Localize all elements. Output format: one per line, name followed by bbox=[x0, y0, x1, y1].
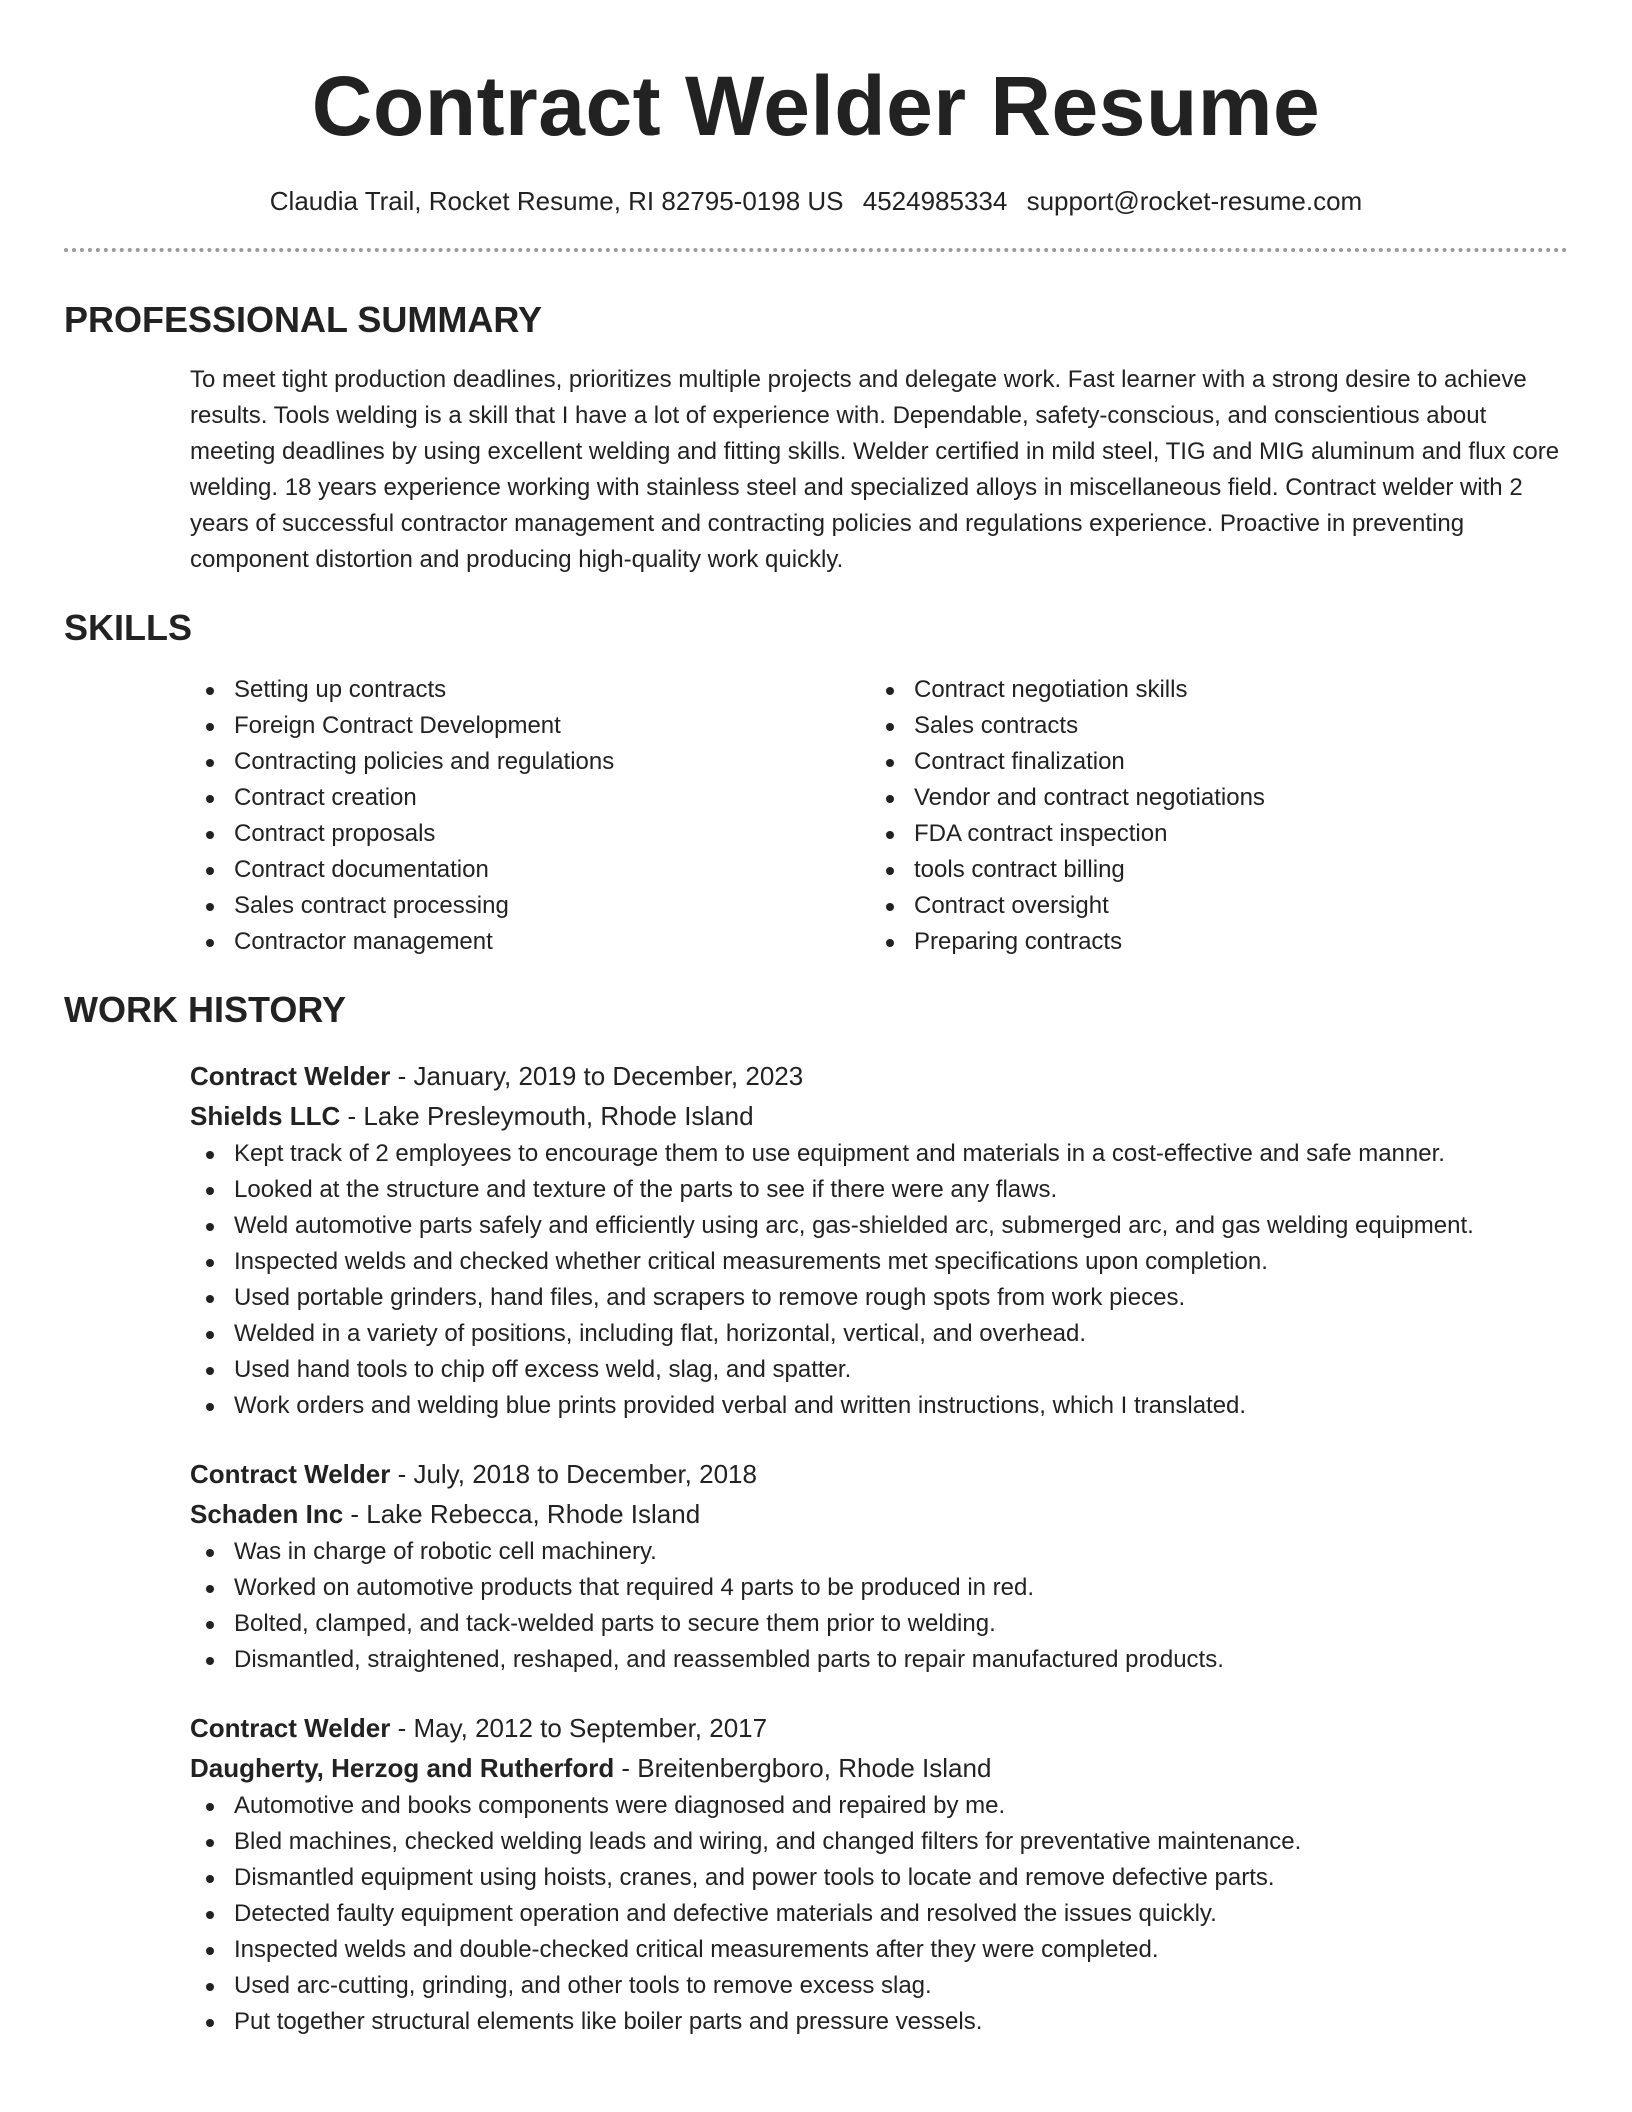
job-title: Contract Welder bbox=[190, 1459, 391, 1489]
job-title: Contract Welder bbox=[190, 1061, 391, 1091]
resume-title: Contract Welder Resume bbox=[311, 59, 1321, 153]
job-bullet: Welded in a variety of positions, including flat, horizontal, vertical, and overhead. bbox=[190, 1316, 1568, 1352]
job-bullet: Used arc-cutting, grinding, and other tools to remove excess slag. bbox=[190, 1968, 1568, 2004]
job-bullet: Detected faulty equipment operation and defective materials and resolved the issues quickly. bbox=[190, 1896, 1568, 1932]
job-bullet: Automotive and books components were diagnosed and repaired by me. bbox=[190, 1788, 1568, 1824]
summary-text: To meet tight production deadlines, prioritizes multiple projects and delegate work. Fast learner with a strong desire to achieve results. Tools welding is a skill that I have a lot of experience with. Dependable, safety-conscious, and conscientious about meeting deadlines by using excellent welding and fitting skills. Welder certified in mild steel, TIG and MIG aluminum and flux core welding. 18 years experience working with stainless steel and specialized alloys in miscellaneous field. Contract welder with 2 years of successful contractor management and contracting policies and regulations experience. Proactive in preventing component distortion and producing high-quality work quickly. bbox=[190, 366, 1560, 573]
contact-phone: 4524985334 bbox=[862, 186, 1008, 216]
job-bullet: Used portable grinders, hand files, and scrapers to remove rough spots from work pieces. bbox=[190, 1280, 1568, 1316]
job-bullet: Looked at the structure and texture of the parts to see if there were any flaws. bbox=[190, 1172, 1568, 1208]
job-bullet: Dismantled, straightened, reshaped, and reassembled parts to repair manufactured products. bbox=[190, 1642, 1568, 1678]
skill-item: Contracting policies and regulations bbox=[190, 744, 870, 780]
skill-item: Contract documentation bbox=[190, 852, 870, 888]
skill-item: Vendor and contract negotiations bbox=[870, 780, 1550, 816]
job-bullet: Inspected welds and checked whether critical measurements met specifications upon completion. bbox=[190, 1244, 1568, 1280]
job-bullets bbox=[190, 1136, 1568, 1424]
contact-email: support@rocket-resume.com bbox=[1026, 186, 1363, 216]
header-divider bbox=[64, 248, 1568, 252]
job-title: Contract Welder bbox=[190, 1713, 391, 1743]
contact-line bbox=[64, 184, 1568, 218]
job-bullet: Dismantled equipment using hoists, cranes, and power tools to locate and remove defective parts. bbox=[190, 1860, 1568, 1896]
skill-item: Preparing contracts bbox=[870, 924, 1550, 960]
skill-item: Foreign Contract Development bbox=[190, 708, 870, 744]
job-entry bbox=[190, 1056, 1568, 1424]
job-dates: - July, 2018 to December, 2018 bbox=[390, 1459, 757, 1489]
job-location: - Lake Presleymouth, Rhode Island bbox=[340, 1101, 754, 1131]
work-history-heading: WORK HISTORY bbox=[64, 989, 347, 1030]
job-location: - Lake Rebecca, Rhode Island bbox=[343, 1499, 701, 1529]
job-entry bbox=[190, 1454, 1568, 1678]
job-company-line bbox=[190, 1096, 1568, 1136]
skill-item: FDA contract inspection bbox=[870, 816, 1550, 852]
job-bullet: Was in charge of robotic cell machinery. bbox=[190, 1534, 1568, 1570]
job-title-line bbox=[190, 1708, 1568, 1748]
skills-grid bbox=[190, 672, 1568, 960]
skill-item: Contract negotiation skills bbox=[870, 672, 1550, 708]
job-bullet: Used hand tools to chip off excess weld, slag, and spatter. bbox=[190, 1352, 1568, 1388]
job-company: Daugherty, Herzog and Rutherford bbox=[190, 1753, 615, 1783]
job-dates: - January, 2019 to December, 2023 bbox=[390, 1061, 804, 1091]
skill-item: Contract oversight bbox=[870, 888, 1550, 924]
job-company-line bbox=[190, 1748, 1568, 1788]
job-title-line bbox=[190, 1056, 1568, 1096]
job-bullet: Weld automotive parts safely and efficiently using arc, gas-shielded arc, submerged arc, and gas welding equipment. bbox=[190, 1208, 1568, 1244]
job-bullet: Kept track of 2 employees to encourage them to use equipment and materials in a cost-effective and safe manner. bbox=[190, 1136, 1568, 1172]
job-bullet: Bolted, clamped, and tack-welded parts to secure them prior to welding. bbox=[190, 1606, 1568, 1642]
skill-item: Setting up contracts bbox=[190, 672, 870, 708]
skill-item: tools contract billing bbox=[870, 852, 1550, 888]
job-company-line bbox=[190, 1494, 1568, 1534]
job-dates: - May, 2012 to September, 2017 bbox=[390, 1713, 768, 1743]
skill-item: Sales contracts bbox=[870, 708, 1550, 744]
job-location: - Breitenbergboro, Rhode Island bbox=[614, 1753, 992, 1783]
skill-item: Sales contract processing bbox=[190, 888, 870, 924]
skills-column-right bbox=[870, 672, 1550, 960]
skills-heading: SKILLS bbox=[64, 607, 193, 648]
job-title-line bbox=[190, 1454, 1568, 1494]
job-bullets bbox=[190, 1788, 1568, 2040]
skill-item: Contractor management bbox=[190, 924, 870, 960]
job-company: Shields LLC bbox=[190, 1101, 341, 1131]
job-bullet: Inspected welds and double-checked critical measurements after they were completed. bbox=[190, 1932, 1568, 1968]
skill-item: Contract proposals bbox=[190, 816, 870, 852]
job-bullet: Work orders and welding blue prints provided verbal and written instructions, which I translated. bbox=[190, 1388, 1568, 1424]
skill-item: Contract finalization bbox=[870, 744, 1550, 780]
job-bullet: Put together structural elements like boiler parts and pressure vessels. bbox=[190, 2004, 1568, 2040]
skill-item: Contract creation bbox=[190, 780, 870, 816]
job-bullet: Worked on automotive products that required 4 parts to be produced in red. bbox=[190, 1570, 1568, 1606]
job-bullet: Bled machines, checked welding leads and wiring, and changed filters for preventative maintenance. bbox=[190, 1824, 1568, 1860]
job-bullets bbox=[190, 1534, 1568, 1678]
job-entry bbox=[190, 1708, 1568, 2040]
skills-column-left bbox=[190, 672, 870, 960]
summary-heading: PROFESSIONAL SUMMARY bbox=[64, 299, 543, 340]
job-company: Schaden Inc bbox=[190, 1499, 344, 1529]
contact-address: Claudia Trail, Rocket Resume, RI 82795-0198 US bbox=[269, 186, 844, 216]
